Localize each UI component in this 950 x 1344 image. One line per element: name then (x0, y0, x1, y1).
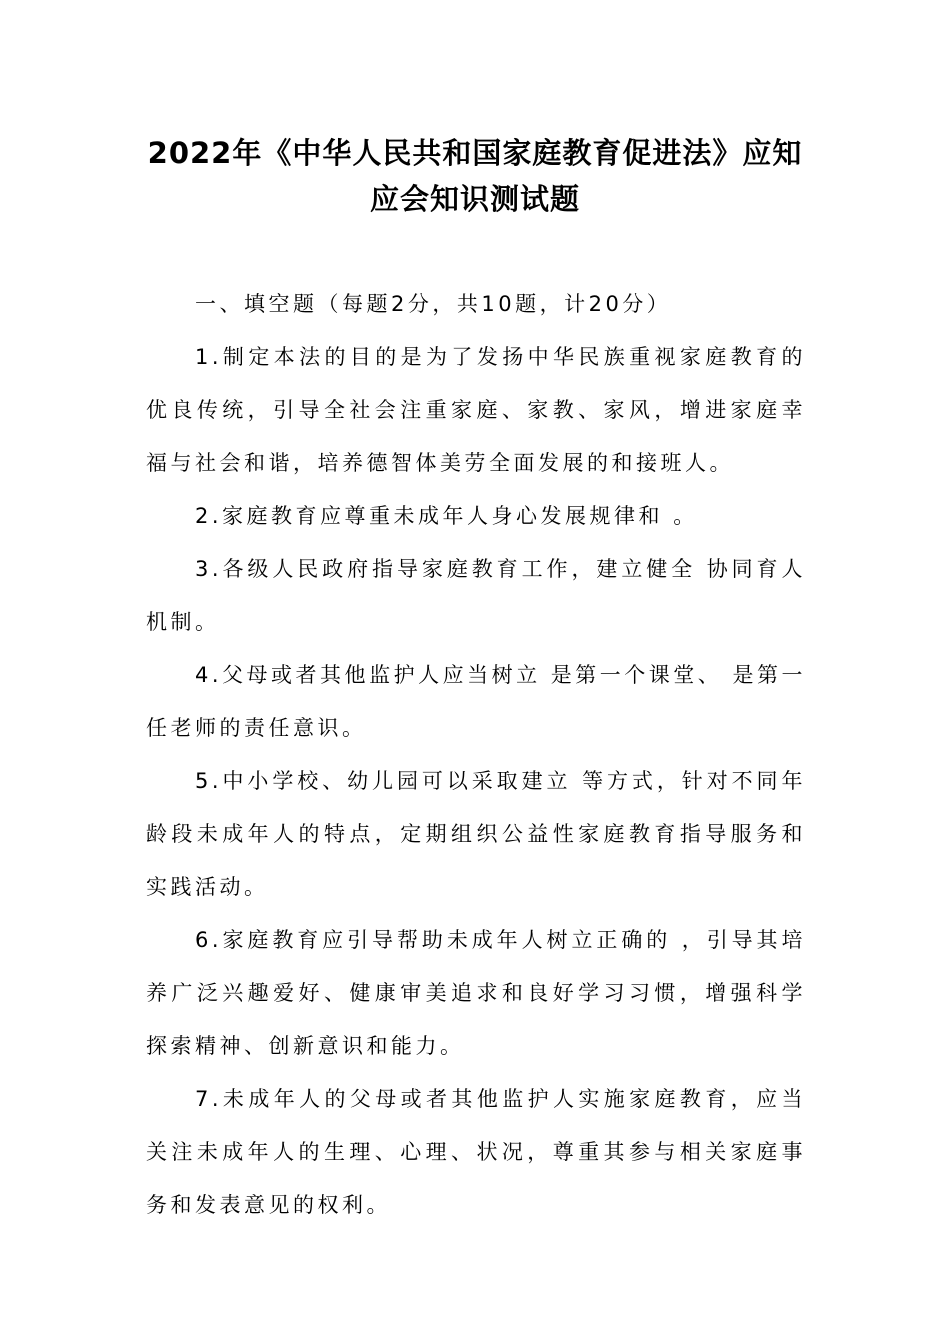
section-heading: 一、填空题（每题2分，共10题，计20分） (195, 292, 672, 316)
question-4: 4.父母或者其他监护人应当树立 是第一个课堂、 是第一任老师的责任意识。 (146, 663, 806, 740)
document-body (146, 278, 806, 1232)
question-2: 2.家庭教育应尊重未成年人身心发展规律和 。 (195, 504, 698, 528)
document-title-line-1: 2022年《中华人民共和国家庭教育促进法》应知 (147, 136, 803, 170)
question-3: 3.各级人民政府指导家庭教育工作，建立健全 协同育人机制。 (146, 557, 806, 634)
question-5: 5.中小学校、幼儿园可以采取建立 等方式，针对不同年龄段未成年人的特点，定期组织公益性家庭教育指导服务和实践活动。 (146, 769, 806, 899)
question-7: 7.未成年人的父母或者其他监护人实施家庭教育，应当关注未成年人的生理、心理、状况，尊重其参与相关家庭事务和发表意见的权利。 (146, 1087, 806, 1217)
question-6: 6.家庭教育应引导帮助未成年人树立正确的 ，引导其培养广泛兴趣爱好、健康审美追求和良好学习习惯，增强科学探索精神、创新意识和能力。 (146, 928, 806, 1058)
question-1: 1.制定本法的目的是为了发扬中华民族重视家庭教育的优良传统，引导全社会注重家庭、家教、家风，增进家庭幸福与社会和谐，培养德智体美劳全面发展的和接班人。 (146, 345, 806, 475)
document-title-line-2: 应会知识测试题 (369, 182, 580, 216)
